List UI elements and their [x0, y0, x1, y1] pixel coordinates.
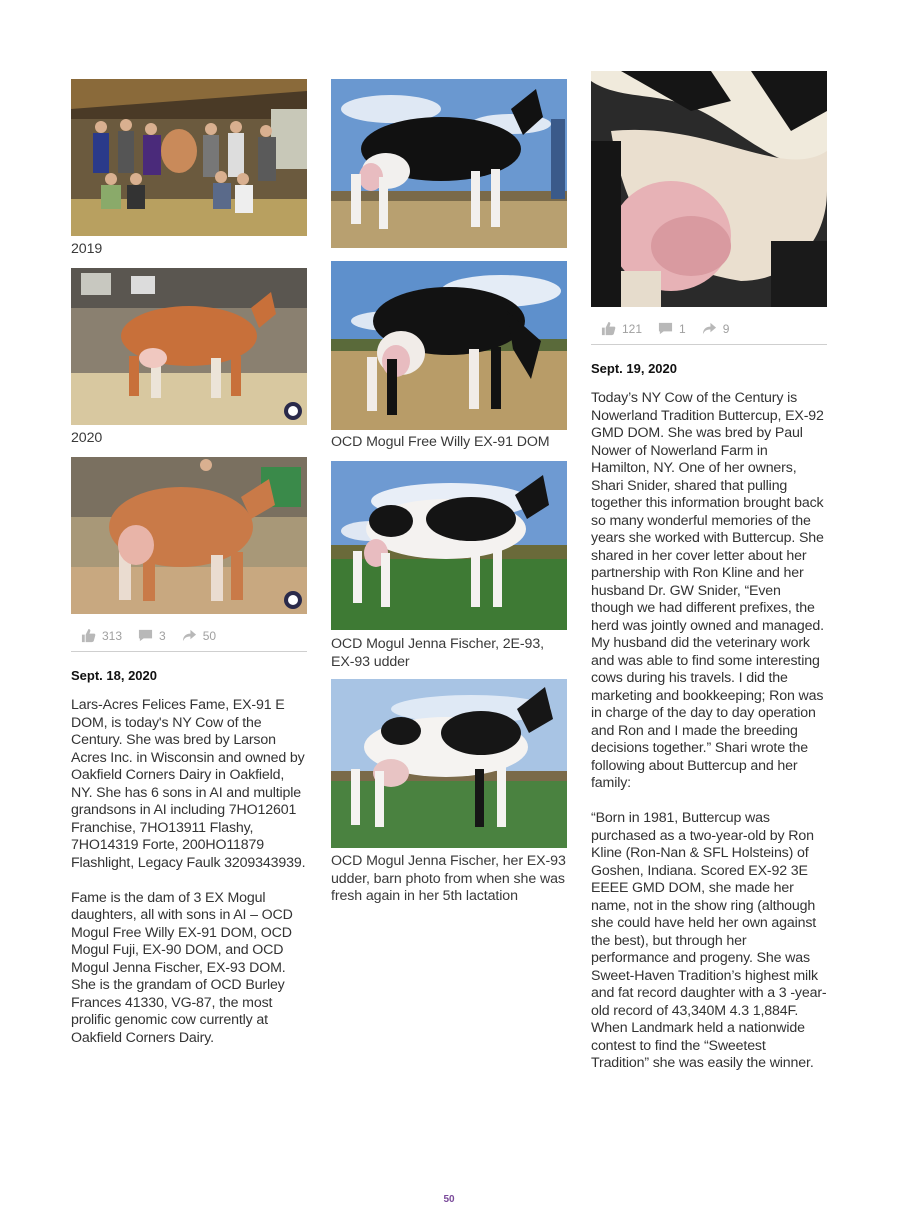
- photo-cow-2020: [71, 268, 307, 425]
- share-icon: [182, 628, 197, 643]
- like-count: 313: [102, 628, 123, 643]
- photo-caption: OCD Mogul Free Willy EX-91 DOM: [331, 434, 550, 450]
- post-date: Sept. 18, 2020: [71, 668, 157, 683]
- comment-icon: [658, 321, 673, 336]
- post-body: [591, 390, 827, 1073]
- like-button[interactable]: [601, 321, 642, 336]
- comment-button[interactable]: [138, 628, 166, 643]
- like-count: 121: [622, 321, 643, 336]
- photo-caption: 2019: [71, 241, 103, 257]
- photo-group-2019: [71, 79, 307, 236]
- comment-count: 1: [679, 321, 686, 336]
- photo-caption: OCD Mogul Jenna Fischer, her EX-93 udder, barn photo from when she was fresh again in her 5th lactation: [331, 853, 566, 904]
- share-icon: [702, 321, 717, 336]
- photo-caption: OCD Mogul Jenna Fischer, 2E-93, EX-93 udder: [331, 636, 544, 670]
- comment-button[interactable]: [658, 321, 686, 336]
- photo-caption: 2020: [71, 430, 103, 446]
- page-number: 50: [443, 1194, 455, 1205]
- share-count: 50: [202, 628, 217, 643]
- photo-cow-free-willy-grazing: [331, 261, 567, 430]
- post-paragraph: “Born in 1981, Buttercup was purchased as a two-year-old by Ron Kline (Ron-Nan & SFL Holsteins) of Goshen, Indiana. Scored EX-92 3E EEEE GMD DOM, she made her name, not in the show ring (although she could have held her own against the best), but through her performance and progeny. She was Sweet-Haven Tradition’s highest milk and fat record daughter with a 3 -year-old record of 43,340M 4.3 1,884F. When Landmark held a nationwide contest to find the “Sweetest Tradition” she was easily the winner.: [591, 810, 827, 1071]
- post-body: [71, 697, 307, 1047]
- photo-udder-closeup: [591, 71, 827, 307]
- comment-count: 3: [159, 628, 166, 643]
- social-stats-bar: [71, 620, 307, 652]
- thumbs-up-icon: [81, 628, 96, 643]
- photo-cow-free-willy-sky: [331, 79, 567, 248]
- photo-cow-jenna-fischer-barn: [331, 679, 567, 848]
- comment-icon: [138, 628, 153, 643]
- share-count: 9: [722, 321, 730, 336]
- post-paragraph: Fame is the dam of 3 EX Mogul daughters, all with sons in AI – OCD Mogul Free Willy EX-91 DOM, OCD Mogul Fuji, EX-90 DOM, and OCD Mogul Jenna Fischer, EX-93 DOM. She is the grandam of OCD Burley Frances 41330, VG-87, the most prolific genomic cow currently at Oakfield Corners Dairy.: [71, 889, 293, 1046]
- photo-cow-show-ring: [71, 457, 307, 614]
- like-button[interactable]: [81, 628, 122, 643]
- thumbs-up-icon: [601, 321, 616, 336]
- share-button[interactable]: [702, 321, 730, 336]
- post-paragraph: Today’s NY Cow of the Century is Nowerland Tradition Buttercup, EX-92 GMD DOM. She was bred by Paul Nower of Nowerland Farm in Hamilton, NY. One of her owners, Shari Snider, shared that pulling together this information brought back so many wonderful memories of the years she worked with Buttercup. She shared in her cover letter about her partnership with Ron Kline and her husband Dr. GW Snider, “Even though we had different prefixes, the herd was jointly owned and managed. My husband did the veterinary work and was able to find some interesting cows during his travels. I did the marketing and bookkeeping; Ron was in charge of the day to day operation and Ron and I made the breeding decisions together.” Shari wrote the following about Buttercup and her family:: [591, 390, 824, 791]
- share-button[interactable]: [182, 628, 216, 643]
- post-paragraph: Lars-Acres Felices Fame, EX-91 E DOM, is today's NY Cow of the Century. She was bred by Larson Acres Inc. in Wisconsin and owned by Oakfield Corners Dairy in Oakfield, NY. She has 6 sons in AI and multiple grandsons in AI including 7HO12601 Franchise, 7HO13911 Flashy, 7HO14319 Forte, 200HO11879 Flashlight, Legacy Faulk 3209343939.: [71, 697, 306, 871]
- post-date: Sept. 19, 2020: [591, 361, 677, 376]
- social-stats-bar: [591, 313, 827, 345]
- photo-cow-jenna-fischer: [331, 461, 567, 630]
